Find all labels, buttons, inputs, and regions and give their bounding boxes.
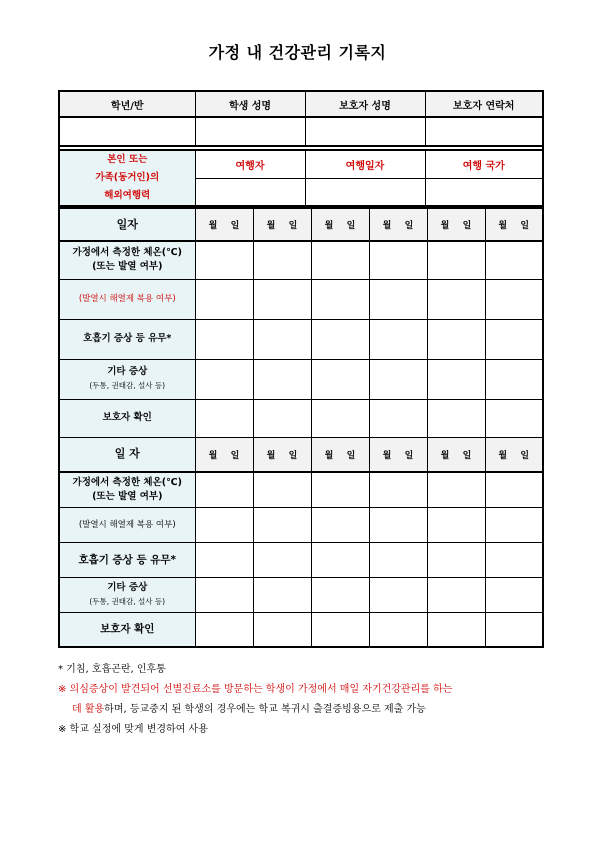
entry-cell[interactable] — [253, 279, 311, 319]
row-label: 보호자 확인 — [59, 399, 195, 437]
grade-class-field[interactable] — [59, 117, 195, 146]
note-symptoms: * 기침, 호흡곤란, 인후통 — [58, 664, 166, 675]
month-label: 월 — [208, 221, 218, 231]
date-cell[interactable] — [369, 208, 427, 241]
month-label: 월 — [324, 221, 334, 231]
row-label: 호흡기 증상 등 유무* — [59, 542, 195, 577]
entry-cell[interactable] — [427, 612, 485, 647]
date-cell[interactable] — [311, 208, 369, 241]
travel-date-field[interactable] — [305, 178, 425, 206]
entry-cell[interactable] — [311, 241, 369, 279]
date-label: 일 자 — [59, 437, 195, 472]
traveler-header: 여행자 — [195, 150, 305, 178]
entry-cell[interactable] — [369, 319, 427, 359]
date-cell[interactable] — [195, 437, 253, 472]
entry-cell[interactable] — [195, 359, 253, 399]
entry-cell[interactable] — [485, 612, 543, 647]
day-label: 일 — [346, 221, 356, 231]
month-label: 월 — [440, 450, 450, 461]
entry-cell[interactable] — [253, 241, 311, 279]
entry-cell[interactable] — [369, 612, 427, 647]
entry-cell[interactable] — [311, 319, 369, 359]
travel-country-header: 여행 국가 — [425, 150, 543, 178]
entry-cell[interactable] — [369, 507, 427, 542]
entry-cell[interactable] — [485, 507, 543, 542]
entry-cell[interactable] — [427, 319, 485, 359]
note-purpose-cont: 데 활용하며, 등교중지 된 학생의 경우에는 학교 복귀시 출결증빙용으로 제출 가능 — [72, 704, 426, 715]
date-cell[interactable] — [253, 208, 311, 241]
entry-cell[interactable] — [485, 577, 543, 612]
entry-cell[interactable] — [195, 507, 253, 542]
row-label: 보호자 확인 — [59, 612, 195, 647]
entry-cell[interactable] — [311, 507, 369, 542]
entry-cell[interactable] — [195, 612, 253, 647]
date-header-row — [59, 208, 543, 241]
entry-cell[interactable] — [195, 399, 253, 437]
travel-country-field[interactable] — [425, 178, 543, 206]
entry-cell[interactable] — [485, 359, 543, 399]
entry-cell[interactable] — [253, 542, 311, 577]
row-label: 호흡기 증상 등 유무* — [59, 319, 195, 359]
entry-cell[interactable] — [369, 359, 427, 399]
entry-cell[interactable] — [485, 319, 543, 359]
note-purpose: ※ 의심증상이 발견되어 선별진료소를 방문하는 학생이 가정에서 매일 자기건강관리를 하는 — [58, 684, 453, 695]
entry-cell[interactable] — [485, 542, 543, 577]
entry-cell[interactable] — [311, 612, 369, 647]
header-student-name: 학생 성명 — [195, 91, 305, 117]
month-label: 월 — [266, 221, 276, 231]
log-row — [59, 577, 543, 612]
log-row — [59, 279, 543, 319]
daily-health-log-table — [58, 207, 544, 648]
entry-cell[interactable] — [253, 507, 311, 542]
log-row — [59, 399, 543, 437]
log-row — [59, 612, 543, 647]
notes-section — [58, 660, 548, 740]
entry-cell[interactable] — [369, 399, 427, 437]
header-grade-class: 학년/반 — [59, 91, 195, 117]
entry-cell[interactable] — [195, 472, 253, 507]
travel-history-label: 본인 또는 가족(동거인)의 해외여행력 — [59, 150, 195, 206]
entry-cell[interactable] — [485, 241, 543, 279]
entry-cell[interactable] — [253, 399, 311, 437]
entry-cell[interactable] — [195, 241, 253, 279]
entry-cell[interactable] — [311, 472, 369, 507]
entry-cell[interactable] — [427, 542, 485, 577]
entry-cell[interactable] — [427, 472, 485, 507]
entry-cell[interactable] — [253, 612, 311, 647]
log-row — [59, 472, 543, 507]
log-row — [59, 507, 543, 542]
entry-cell[interactable] — [195, 542, 253, 577]
entry-cell[interactable] — [253, 359, 311, 399]
student-info-table — [58, 90, 544, 207]
date-cell[interactable] — [311, 437, 369, 472]
month-label: 월 — [440, 221, 450, 231]
entry-cell[interactable] — [427, 359, 485, 399]
row-label: 가정에서 측정한 체온(℃) (또는 발열 여부) — [59, 472, 195, 507]
header-guardian-contact: 보호자 연락처 — [425, 91, 543, 117]
entry-cell[interactable] — [485, 472, 543, 507]
date-cell[interactable] — [427, 437, 485, 472]
day-label: 일 — [230, 221, 240, 231]
row-label: (발열시 해열제 복용 여부) — [59, 279, 195, 319]
traveler-field[interactable] — [195, 178, 305, 206]
entry-cell[interactable] — [369, 472, 427, 507]
day-label: 일 — [230, 450, 240, 461]
log-row — [59, 359, 543, 399]
entry-cell[interactable] — [311, 399, 369, 437]
entry-cell[interactable] — [195, 279, 253, 319]
log-row — [59, 542, 543, 577]
student-name-field[interactable] — [195, 117, 305, 146]
header-guardian-name: 보호자 성명 — [305, 91, 425, 117]
date-cell[interactable] — [485, 437, 543, 472]
day-label: 일 — [346, 450, 356, 461]
day-label: 일 — [462, 450, 472, 461]
guardian-name-field[interactable] — [305, 117, 425, 146]
entry-cell[interactable] — [427, 241, 485, 279]
day-label: 일 — [404, 221, 414, 231]
month-label: 월 — [208, 450, 218, 461]
day-label: 일 — [520, 450, 530, 461]
entry-cell[interactable] — [253, 577, 311, 612]
guardian-contact-field[interactable] — [425, 117, 543, 146]
month-label: 월 — [382, 221, 392, 231]
entry-cell[interactable] — [369, 542, 427, 577]
log-row — [59, 319, 543, 359]
log-row — [59, 241, 543, 279]
entry-cell[interactable] — [485, 399, 543, 437]
entry-cell[interactable] — [311, 577, 369, 612]
date-label: 일자 — [59, 208, 195, 241]
entry-cell[interactable] — [195, 319, 253, 359]
entry-cell[interactable] — [427, 507, 485, 542]
entry-cell[interactable] — [253, 472, 311, 507]
travel-date-header: 여행일자 — [305, 150, 425, 178]
month-label: 월 — [498, 450, 508, 461]
entry-cell[interactable] — [311, 279, 369, 319]
entry-cell[interactable] — [311, 542, 369, 577]
row-label: 기타 증상 (두통, 권태감, 설사 등) — [59, 577, 195, 612]
entry-cell[interactable] — [427, 399, 485, 437]
day-label: 일 — [462, 221, 472, 231]
entry-cell[interactable] — [369, 241, 427, 279]
date-cell[interactable] — [195, 208, 253, 241]
day-label: 일 — [520, 221, 530, 231]
row-label: 가정에서 측정한 체온(℃) (또는 발열 여부) — [59, 241, 195, 279]
page-title: 가정 내 건강관리 기록지 — [208, 43, 387, 62]
entry-cell[interactable] — [195, 577, 253, 612]
month-label: 월 — [498, 221, 508, 231]
date-cell[interactable] — [485, 208, 543, 241]
date-cell[interactable] — [427, 208, 485, 241]
row-label: (발열시 해열제 복용 여부) — [59, 507, 195, 542]
month-label: 월 — [324, 450, 334, 461]
note-adapt: ※ 학교 실정에 맞게 변경하여 사용 — [58, 724, 208, 735]
entry-cell[interactable] — [427, 577, 485, 612]
month-label: 월 — [382, 450, 392, 461]
date-cell[interactable] — [253, 437, 311, 472]
day-label: 일 — [288, 450, 298, 461]
entry-cell[interactable] — [311, 359, 369, 399]
day-label: 일 — [288, 221, 298, 231]
date-header-row — [59, 437, 543, 472]
entry-cell[interactable] — [485, 279, 543, 319]
row-label: 기타 증상 (두통, 권태감, 설사 등) — [59, 359, 195, 399]
day-label: 일 — [404, 450, 414, 461]
month-label: 월 — [266, 450, 276, 461]
entry-cell[interactable] — [369, 577, 427, 612]
entry-cell[interactable] — [427, 279, 485, 319]
entry-cell[interactable] — [369, 279, 427, 319]
entry-cell[interactable] — [253, 319, 311, 359]
date-cell[interactable] — [369, 437, 427, 472]
